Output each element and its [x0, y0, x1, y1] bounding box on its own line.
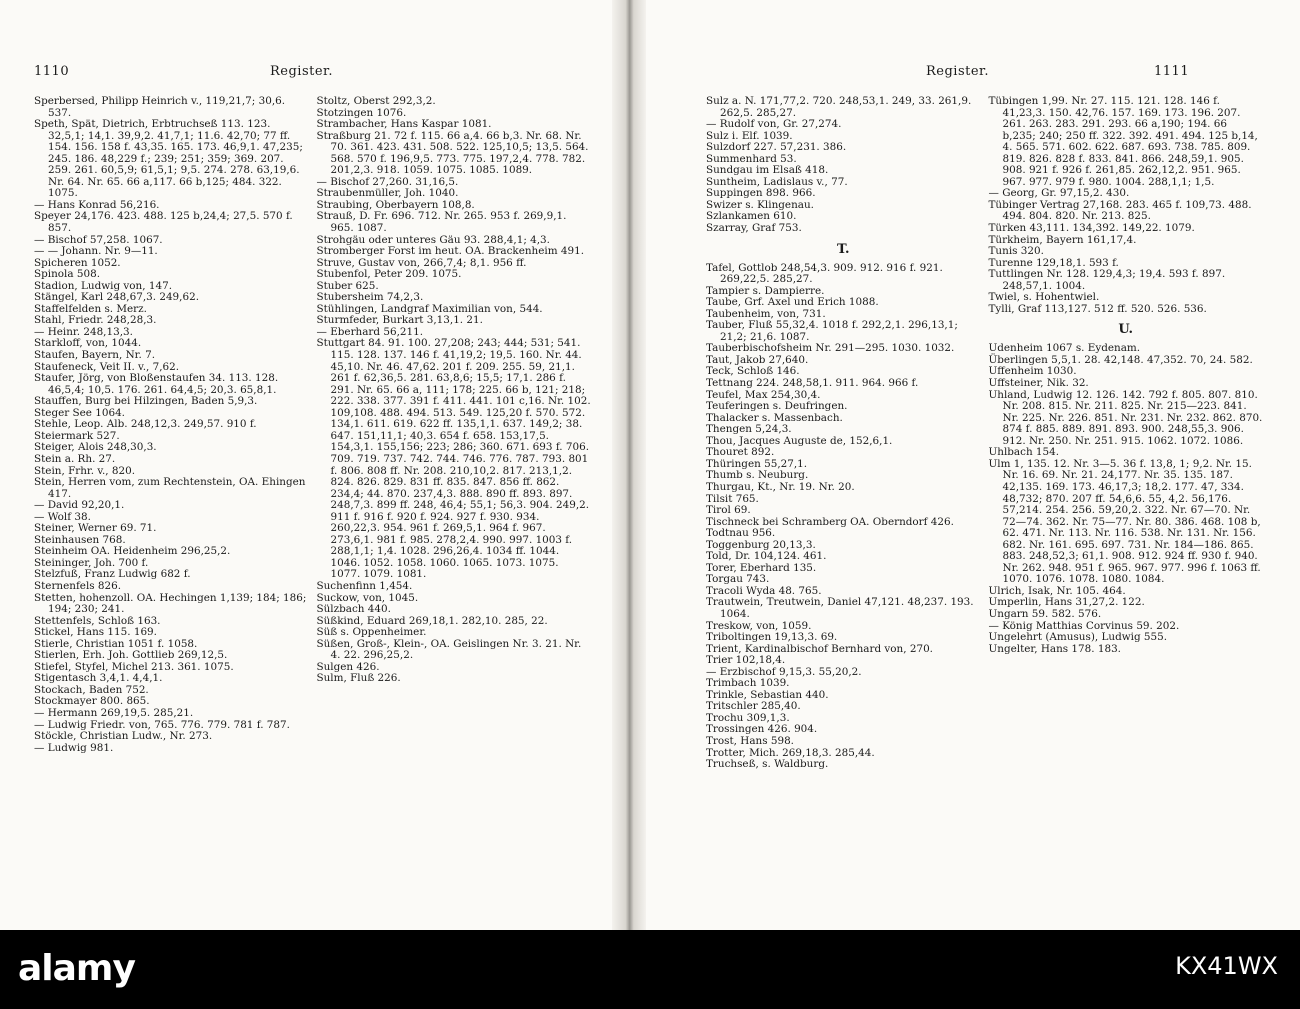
index-column-1 — [34, 96, 317, 754]
index-entry: Thengen 5,24,3. — [706, 423, 792, 436]
running-head: Register. — [926, 64, 989, 79]
index-entry: Trier 102,18,4. — [706, 654, 786, 667]
index-entry: Stein, Herren vom, zum Rechtenstein, OA. Ehingen 417. — [34, 476, 306, 500]
index-entry: Thurgau, Kt., Nr. 19. Nr. 20. — [706, 480, 855, 493]
index-entry: Umperlin, Hans 31,27,2. 122. — [988, 596, 1145, 609]
index-entry: Trost, Hans 598. — [706, 734, 794, 747]
index-entry: Stauffen, Burg bei Hilzingen, Baden 5,9,3. — [34, 395, 258, 408]
index-entry: Uffenheim 1030. — [988, 365, 1077, 378]
index-entry: Steinheim OA. Heidenheim 296,25,2. — [34, 545, 231, 558]
index-entry: — Eberhard 56,211. — [316, 325, 424, 338]
book-gutter — [612, 0, 646, 930]
index-entry: Thüringen 55,27,1. — [706, 457, 808, 470]
index-entry: Straßburg 21. 72 f. 115. 66 a,4. 66 b,3. Nr. 68. Nr. 70. 361. 423. 431. 508. 522. 125,10,5; 13,5. 564. 568. 570 f. 196,9,5. 773. 775. 197,2,4. 778. 782. 201,2,3. 918. 1059. 1075. 1085. 1089. — [316, 129, 589, 177]
index-entry: Türkheim, Bayern 161,17,4. — [988, 233, 1137, 246]
index-entry: Stierlen, Erh. Joh. Gottlieb 269,12,5. — [34, 649, 228, 662]
index-entry: Tafel, Gottlob 248,54,3. 909. 912. 916 f. 921. 269,22,5. 285,27. — [706, 261, 943, 286]
index-entry: Stotzingen 1076. — [316, 106, 407, 119]
index-entry: — Hans Konrad 56,216. — [34, 198, 160, 211]
right-page — [646, 0, 1300, 930]
index-entry: — Ludwig 981. — [34, 741, 114, 754]
index-entry: Steiner, Werner 69. 71. — [34, 522, 157, 535]
index-column-2 — [317, 96, 600, 754]
index-entry: Trimbach 1039. — [706, 677, 790, 690]
index-entry: Suckow, von, 1045. — [316, 591, 419, 604]
index-entry: Ungelter, Hans 178. 183. — [988, 642, 1121, 655]
index-column-2 — [989, 96, 1272, 771]
index-entry: Truchseß, s. Waldburg. — [706, 758, 829, 771]
index-entry: Strohgäu oder unteres Gäu 93. 288,4,1; 4,3. — [316, 233, 550, 246]
index-entry: Told, Dr. 104,124. 461. — [706, 550, 827, 563]
index-entry: Stuber 625. — [316, 279, 379, 292]
index-entry: Stöckle, Christian Ludw., Nr. 273. — [34, 730, 213, 743]
section-heading-u: U. — [1118, 322, 1134, 338]
index-entry: Teufel, Max 254,30,4. — [706, 388, 821, 401]
index-entry: — Erzbischof 9,15,3. 55,20,2. — [706, 665, 862, 678]
index-entry: Treskow, von, 1059. — [706, 619, 812, 632]
index-entry: Strambacher, Hans Kaspar 1081. — [316, 118, 492, 131]
index-entry: Ulm 1, 135. 12. Nr. 3—5. 36 f. 13,8, 1; 9,2. Nr. 15. Nr. 16. 69. Nr. 21. 24,177. Nr. 35. 135. 187. 42,135. 169. 173. 46,17,3; 18,2. 177. 47, 334. 48,732; 870. 207 ff. 54,6,6. 55, 4,2. 56,176. 57,214. 254. 256. 59,20,2. 322. Nr. 67—70. Nr. 72—74. 362. Nr. 75—77. Nr. 80. 386. 468. 108 b, 62. 471. Nr. 113. Nr. 116. 538. Nr. 131. Nr. 156. 682. Nr. 161. 695. 697. 731. Nr. 184—186. 865. 883. 248,52,3; 61,1. 908. 912. 924 ff. 930 f. 940. Nr. 262. 948. 951 f. 965. 967. 977. 996 f. 1063 ff. 1070. 1076. 1078. 1080. 1084. — [988, 457, 1261, 586]
index-entry: Speyer 24,176. 423. 488. 125 b,24,4; 27,5. 570 f. 857. — [34, 210, 293, 235]
index-entry: Sulz i. Elf. 1039. — [706, 129, 793, 142]
index-entry: Summenhard 53. — [706, 152, 797, 165]
index-entry: Taube, Grf. Axel und Erich 1088. — [706, 296, 879, 309]
index-entry: Thouret 892. — [706, 446, 775, 459]
index-entry: Süßen, Groß-, Klein-, OA. Geislingen Nr. 3. 21. Nr. 4. 22. 296,25,2. — [316, 637, 582, 662]
index-entry: Torgau 743. — [706, 573, 770, 586]
index-entry: Sperbersed, Philipp Heinrich v., 119,21,7; 30,6. 537. — [34, 95, 286, 119]
index-group — [989, 343, 1264, 655]
index-entry: Thumb s. Neuburg. — [706, 469, 809, 482]
page-number: 1111 — [1154, 64, 1190, 79]
index-entry: Speth, Spät, Dietrich, Erbtruchseß 113. 123. 32,5,1; 14,1. 39,9,2. 41,7,1; 11.6. 42,70; 77 ff. 154. 156. 158 f. 43,35. 165. 173. 46,9,1. 47,235; 245. 186. 48,229 f.; 239; 251; 359; 369. 207. 259. 261. 60,5,9; 61,5,1; 9,5. 274. 278. 63,19,6. Nr. 64. Nr. 65. 66 a,117. 66 b,125; 484. 322. 1075. — [34, 118, 303, 200]
index-group — [706, 96, 981, 235]
index-entry: Stadion, Ludwig von, 147. — [34, 279, 172, 292]
index-entry: Stromberger Forst im heut. OA. Brackenheim 491. — [316, 245, 585, 258]
running-head: Register. — [270, 64, 333, 79]
index-entry: Süß s. Oppenheimer. — [316, 626, 427, 639]
index-entry: Uhlbach 154. — [988, 446, 1060, 459]
index-entry: Sulm, Fluß 226. — [316, 672, 401, 685]
index-entry: Thalacker s. Massenbach. — [706, 411, 843, 424]
index-entry: Struve, Gustav von, 266,7,4; 8,1. 956 ff. — [316, 256, 527, 269]
index-entry: Stahl, Friedr. 248,28,3. — [34, 314, 157, 327]
index-entry: Stühlingen, Landgraf Maximilian von, 544. — [316, 302, 543, 315]
index-entry: Stierle, Christian 1051 f. 1058. — [34, 637, 198, 650]
index-entry: Steinhausen 768. — [34, 533, 126, 546]
index-entry: Staufeneck, Veit II. v., 7,62. — [34, 360, 180, 373]
section-heading-t: T. — [836, 241, 850, 257]
page-number: 1110 — [34, 64, 70, 79]
index-entry: Swizer s. Klingenau. — [706, 198, 814, 211]
index-entry: Stehle, Leop. Alb. 248,12,3. 249,57. 910 f. — [34, 418, 257, 431]
index-entry: Stiefel, Styfel, Michel 213. 361. 1075. — [34, 660, 234, 673]
index-entry: Tirol 69. — [706, 504, 751, 517]
index-entry: Stetten, hohenzoll. OA. Hechingen 1,139; 184; 186; 194; 230; 241. — [34, 591, 307, 616]
index-entry: Turenne 129,18,1. 593 f. — [988, 256, 1119, 269]
index-entry: Strauß, D. Fr. 696. 712. Nr. 265. 953 f. 269,9,1. 965. 1087. — [316, 210, 567, 235]
index-entry: Toggenburg 20,13,3. — [706, 538, 816, 551]
index-entry: Tylli, Graf 113,127. 512 ff. 520. 526. 536. — [988, 302, 1207, 315]
index-entry: — König Matthias Corvinus 59. 202. — [988, 619, 1180, 632]
index-entry: Türken 43,111. 134,392. 149,22. 1079. — [988, 222, 1195, 235]
index-entry: Stelzfuß, Franz Ludwig 682 f. — [34, 568, 191, 581]
index-entry: Suchenfinn 1,454. — [316, 579, 413, 592]
index-entry: Taut, Jakob 27,640. — [706, 353, 809, 366]
index-entry: Stein a. Rh. 27. — [34, 452, 116, 465]
index-entry: Sulz a. N. 171,77,2. 720. 248,53,1. 249, 33. 261,9. 262,5. 285,27. — [706, 95, 972, 119]
index-entry: — Wolf 38. — [34, 510, 91, 523]
index-entry: Twiel, s. Hohentwiel. — [988, 291, 1100, 304]
index-entry: Tilsit 765. — [706, 492, 759, 505]
index-entry: Sulzdorf 227. 57,231. 386. — [706, 141, 847, 154]
index-entry: Staffelfelden s. Merz. — [34, 302, 147, 315]
index-entry: Steininger, Joh. 700 f. — [34, 556, 149, 569]
index-entry: Stigentasch 3,4,1. 4,4,1. — [34, 672, 163, 685]
index-entry: Sulgen 426. — [316, 660, 380, 673]
index-entry: Staufer, Jörg, von Bloßenstaufen 34. 113. 128. 46,5,4; 10,5. 176. 261. 64,4,5; 20,3. 65,8,1. — [34, 372, 279, 396]
index-entry: Tübingen 1,99. Nr. 27. 115. 121. 128. 146 f. 41,23,3. 150. 42,76. 157. 169. 173. 196. 207. 261. 263. 283. 291. 293. 66 a,190; 194. 66 b,235; 240; 250 ff. 322. 392. 491. 494. 125 b,14, 4. 565. 571. 602. 622. 687. 693. 738. 785. 809. 819. 826. 828 f. 833. 841. 866. 248,59,1. 905. 908. 921 f. 926 f. 261,85. 262,12,2. 951. 965. 967. 977. 979 f. 980. 1004. 288,1,1; 1,5. — [988, 95, 1258, 188]
index-entry: Spinola 508. — [34, 268, 100, 281]
image-id: KX41WX — [1175, 952, 1278, 980]
index-entry: Tampier s. Dampierre. — [706, 284, 825, 297]
index-entry: Steger See 1064. — [34, 406, 125, 419]
index-entry: — Heinr. 248,13,3. — [34, 325, 133, 338]
index-entry: Tritschler 285,40. — [706, 700, 801, 713]
stock-watermark-bar — [0, 930, 1300, 1009]
index-entry: Suntheim, Ladislaus v., 77. — [706, 175, 848, 188]
index-entry: — Hermann 269,19,5. 285,21. — [34, 706, 194, 719]
index-entry: Stickel, Hans 115. 169. — [34, 626, 157, 639]
index-entry: Uhland, Ludwig 12. 126. 142. 792 f. 805. 807. 810. Nr. 208. 815. Nr. 211. 825. Nr. 215—223. 841. Nr. 225. Nr. 226. 851. Nr. 231. Nr. 232. 862. 870. 874 f. 885. 889. 891. 893. 900. 248,55,3. 906. 912. Nr. 250. Nr. 251. 915. 1062. 1072. 1086. — [988, 388, 1263, 447]
index-entry: Triboltingen 19,13,3. 69. — [706, 631, 838, 644]
index-entry: Uffsteiner, Nik. 32. — [988, 377, 1089, 390]
index-entry: Tischneck bei Schramberg OA. Oberndorf 426. — [706, 515, 954, 528]
index-entry: Stängel, Karl 248,67,3. 249,62. — [34, 291, 199, 304]
index-entry: Sternenfels 826. — [34, 579, 122, 592]
index-entry: Taubenheim, von, 731. — [706, 307, 826, 320]
index-entry: Sülzbach 440. — [316, 603, 391, 616]
index-entry: — Ludwig Friedr. von, 765. 776. 779. 781 f. 787. — [34, 718, 290, 731]
index-entry: Suppingen 898. 966. — [706, 187, 816, 200]
index-entry: Süßkind, Eduard 269,18,1. 282,10. 285, 22. — [316, 614, 548, 627]
index-entry: Tauberbischofsheim Nr. 291—295. 1030. 1032. — [706, 342, 955, 355]
index-entry: Tunis 320. — [988, 245, 1044, 258]
index-entry: — Georg, Gr. 97,15,2. 430. — [988, 187, 1130, 200]
index-entry: Ungarn 59. 582. 576. — [988, 607, 1102, 620]
index-entry: Stettenfels, Schloß 163. — [34, 614, 161, 627]
index-entry: Tracoli Wyda 48. 765. — [706, 584, 822, 597]
index-entry: Sundgau im Elsaß 418. — [706, 164, 829, 177]
index-entry: Trinkle, Sebastian 440. — [706, 688, 829, 701]
index-entry: Ulrich, Isak, Nr. 105. 464. — [988, 584, 1126, 597]
index-entry: Straubing, Oberbayern 108,8. — [316, 198, 475, 211]
index-entry: Steiger, Alois 248,30,3. — [34, 441, 157, 454]
index-entry: Trossingen 426. 904. — [706, 723, 818, 736]
index-group — [706, 263, 981, 771]
index-entry: — — Johann. Nr. 9—11. — [34, 245, 158, 258]
index-entry: Udenheim 1067 s. Eydenam. — [988, 342, 1141, 355]
index-entry: — Bischof 27,260. 31,16,5. — [316, 175, 459, 188]
index-entry: Staufen, Bayern, Nr. 7. — [34, 349, 156, 362]
index-entry: — Bischof 57,258. 1067. — [34, 233, 163, 246]
index-column-1 — [706, 96, 989, 771]
index-entry: Sturmfeder, Burkart 3,13,1. 21. — [316, 314, 483, 327]
index-group — [989, 96, 1264, 315]
index-entry: Torer, Eberhard 135. — [706, 561, 817, 574]
index-entry: Stubenfol, Peter 209. 1075. — [316, 268, 462, 281]
index-entry: — Rudolf von, Gr. 27,274. — [706, 118, 842, 131]
index-entry: — David 92,20,1. — [34, 499, 125, 512]
alamy-logo: alamy — [18, 948, 135, 989]
index-entry: Szarray, Graf 753. — [706, 222, 802, 235]
left-page — [0, 0, 612, 930]
index-entry: Trotter, Mich. 269,18,3. 285,44. — [706, 746, 875, 759]
index-entry: Trient, Kardinalbischof Bernhard von, 270. — [706, 642, 933, 655]
index-entry: Stein, Frhr. v., 820. — [34, 464, 136, 477]
index-entry: Ungelehrt (Amusus), Ludwig 555. — [988, 631, 1168, 644]
index-entry: Steiermark 527. — [34, 429, 120, 442]
index-entry: Stoltz, Oberst 292,3,2. — [316, 95, 436, 107]
index-entry: Szlankamen 610. — [706, 210, 797, 223]
index-entry: Teuferingen s. Deufringen. — [706, 400, 848, 413]
index-entry: Stuttgart 84. 91. 100. 27,208; 243; 444; 531; 541. 115. 128. 137. 146 f. 41,19,2; 19,5. 160. Nr. 44. 45,10. Nr. 46. 47,62. 201 f. 209. 255. 59, 21,1. 261 f. 62,36,5. 281. 63,8,6; 15,5; 17,1. 286 f. 291. Nr. 65. 66 a, 111; 178; 225. 66 b, 121; 218; 222. 338. 377. 391 f. 411. 441. 101 c,16. Nr. 102. 109,108. 488. 494. 513. 549. 125,20 f. 570. 572. 134,1. 611. 619. 622 ff. 135,1,1. 637. 149,2; 38. 647. 151,11,1; 40,3. 654 f. 658. 153,17,5. 154,3,1. 155,156; 223; 286; 360. 671. 693 f. 706. 709. 719. 737. 742. 744. 746. 776. 787. 793. 801 f. 806. 808 ff. Nr. 208. 210,10,2. 817. 213,1,2. 824. 826. 829. 831 ff. 835. 847. 856 ff. 862. 234,4; 44. 870. 237,4,3. 888. 890 ff. 893. 897. 248,7,3. 899 ff. 248, 46,4; 55,1; 56,3. 904. 249,2. 911 f. 916 f. 920 f. 924. 927 f. 930. 934. 260,22,3. 954. 961 f. 269,5,1. 964 f. 967. 273,6,1. 981 f. 985. 278,2,4. 990. 997. 1003 f. 288,1,1; 1,4. 1028. 296,26,4. 1034 ff. 1044. 1046. 1052. 1058. 1060. 1065. 1073. 1075. 1077. 1079. 1081. — [316, 337, 591, 581]
index-entry: Stockmayer 800. 865. — [34, 695, 150, 708]
index-entry: Tettnang 224. 248,58,1. 911. 964. 966 f. — [706, 377, 919, 390]
index-entry: Tauber, Fluß 55,32,4. 1018 f. 292,2,1. 296,13,1; 21,2; 21,6. 1087. — [706, 319, 958, 343]
index-entry: Spicheren 1052. — [34, 256, 121, 269]
index-entry: Tuttlingen Nr. 128. 129,4,3; 19,4. 593 f. 897. 248,57,1. 1004. — [988, 268, 1226, 292]
index-entry: Teck, Schloß 146. — [706, 365, 800, 378]
index-entry: Thou, Jacques Auguste de, 152,6,1. — [706, 434, 893, 447]
index-columns — [34, 96, 599, 754]
index-columns — [706, 96, 1271, 771]
index-entry: Trochu 309,1,3. — [706, 711, 790, 724]
index-entry: Tübinger Vertrag 27,168. 283. 465 f. 109,73. 488. 494. 804. 820. Nr. 213. 825. — [988, 198, 1252, 223]
index-entry: Starkloff, von, 1044. — [34, 337, 142, 350]
index-entry: Überlingen 5,5,1. 28. 42,148. 47,352. 70, 24. 582. — [988, 353, 1253, 366]
index-entry: Straubenmüller, Joh. 1040. — [316, 187, 459, 200]
index-entry: Todtnau 956. — [706, 527, 776, 540]
index-entry: Stockach, Baden 752. — [34, 683, 149, 696]
index-entry: Stubersheim 74,2,3. — [316, 291, 424, 304]
index-entry: Trautwein, Treutwein, Daniel 47,121. 48,237. 193. 1064. — [706, 596, 974, 620]
